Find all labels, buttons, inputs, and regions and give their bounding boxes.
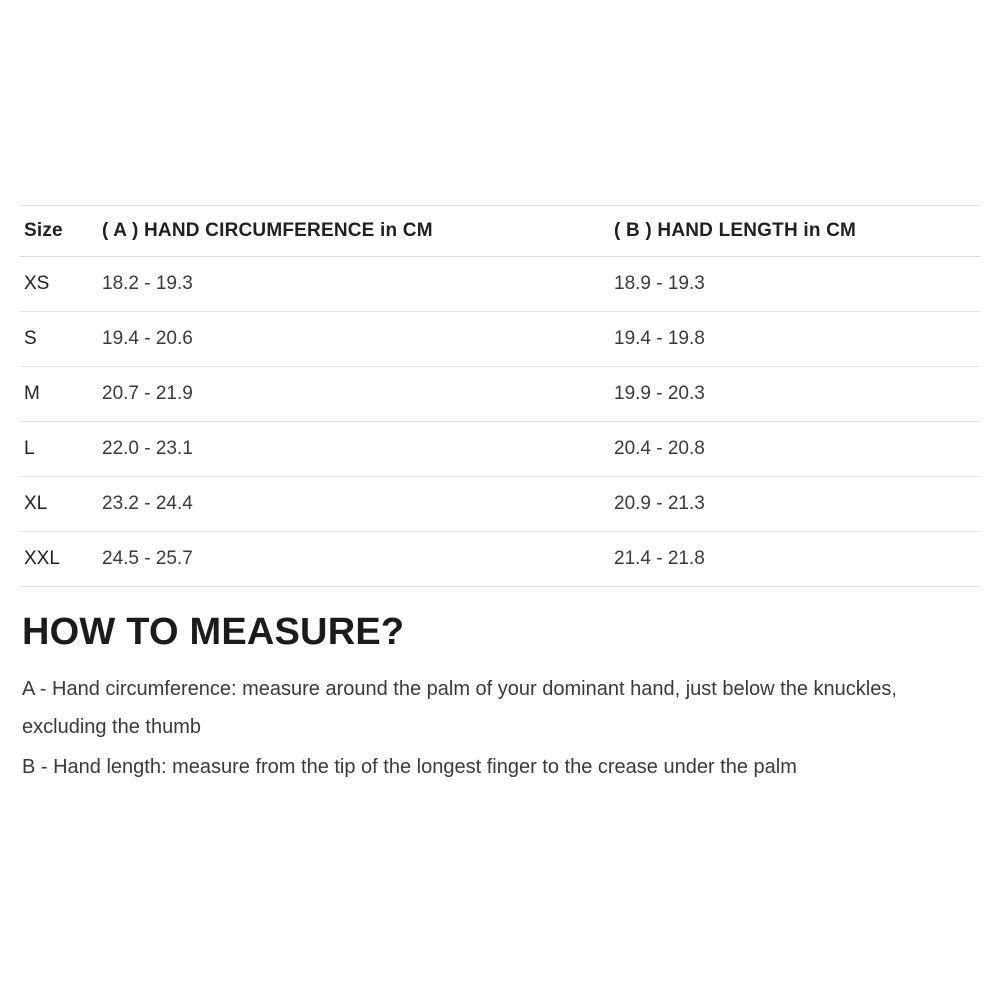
cell-hand-circumference: 23.2 - 24.4 bbox=[98, 477, 610, 532]
cell-hand-circumference: 24.5 - 25.7 bbox=[98, 532, 610, 587]
size-chart-content bbox=[20, 205, 980, 788]
table-row bbox=[20, 257, 980, 312]
cell-hand-circumference: 19.4 - 20.6 bbox=[98, 312, 610, 367]
size-chart-table bbox=[20, 205, 980, 587]
cell-hand-circumference: 22.0 - 23.1 bbox=[98, 422, 610, 477]
cell-hand-length: 19.9 - 20.3 bbox=[610, 367, 980, 422]
table-row bbox=[20, 367, 980, 422]
how-to-measure-title: HOW TO MEASURE? bbox=[22, 611, 405, 653]
cell-hand-length: 21.4 - 21.8 bbox=[610, 532, 980, 587]
cell-size: L bbox=[20, 422, 98, 477]
measure-instruction-b: B - Hand length: measure from the tip of the longest finger to the crease under the palm bbox=[22, 756, 797, 778]
table-header-row bbox=[20, 206, 980, 257]
table-row bbox=[20, 422, 980, 477]
table-row bbox=[20, 477, 980, 532]
measure-instruction-a: A - Hand circumference: measure around the palm of your dominant hand, just below the knuckles, excluding the thumb bbox=[22, 678, 897, 738]
column-header-size: Size bbox=[20, 206, 98, 257]
table-body bbox=[20, 257, 980, 587]
cell-size: XXL bbox=[20, 532, 98, 587]
cell-size: XS bbox=[20, 257, 98, 312]
column-header-hand-length: ( B ) HAND LENGTH in CM bbox=[610, 206, 980, 257]
table-row bbox=[20, 532, 980, 587]
cell-hand-length: 19.4 - 19.8 bbox=[610, 312, 980, 367]
cell-size: M bbox=[20, 367, 98, 422]
cell-hand-length: 20.9 - 21.3 bbox=[610, 477, 980, 532]
cell-size: S bbox=[20, 312, 98, 367]
cell-hand-circumference: 18.2 - 19.3 bbox=[98, 257, 610, 312]
cell-hand-length: 20.4 - 20.8 bbox=[610, 422, 980, 477]
table-header bbox=[20, 206, 980, 257]
cell-size: XL bbox=[20, 477, 98, 532]
cell-hand-circumference: 20.7 - 21.9 bbox=[98, 367, 610, 422]
cell-hand-length: 18.9 - 19.3 bbox=[610, 257, 980, 312]
table-row bbox=[20, 312, 980, 367]
column-header-hand-circumference: ( A ) HAND CIRCUMFERENCE in CM bbox=[98, 206, 610, 257]
